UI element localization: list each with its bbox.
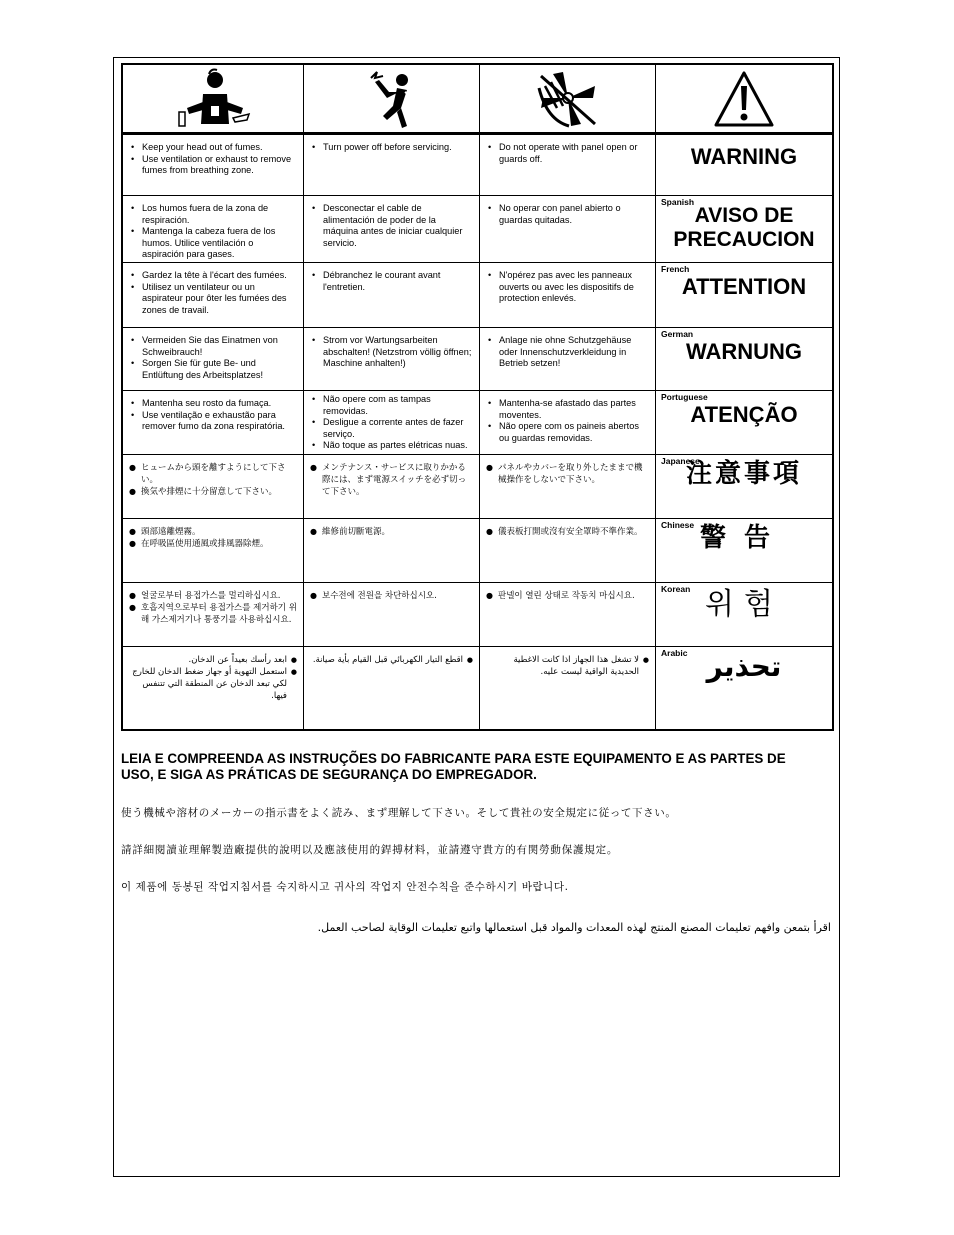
list-item: • Turn power off before servicing.: [310, 142, 473, 154]
list-item: ● 판넬이 열린 상태로 작동치 마십시요.: [486, 590, 649, 602]
fumes-german-cell: [123, 328, 304, 391]
list-item: • N'opérez pas avec les panneaux ouverts ou avec les dispositifs de protection enlevés.: [486, 270, 649, 305]
warning-header: [656, 65, 832, 135]
signal-word-japanese: 注意事項: [685, 459, 802, 489]
language-label: Portuguese: [661, 392, 708, 402]
list-item: • Utilisez un ventilateur ou un aspirateur pour ôter les fumées des zones de travail.: [129, 282, 297, 317]
list-item: • Strom vor Wartungsarbeiten abschalten! (Netzstrom völlig öffnen; Maschine anhalten!): [310, 335, 473, 370]
panels-chinese-cell: [480, 519, 656, 583]
power-french-cell: [304, 263, 480, 328]
footer-korean: 이 제품에 동봉된 작업지침서를 숙지하시고 귀사의 작업지 안전수칙을 준수하시기 바랍니다.: [121, 881, 569, 893]
footer-portuguese: LEIA E COMPREENDA AS INSTRUÇÕES DO FABRICANTE PARA ESTE EQUIPAMENTO E AS PARTES DE USO, E SIGA AS PRÁTICAS DE SEGURANÇA DO EMPREGADOR.: [121, 751, 786, 782]
signal-japanese-cell: [656, 455, 832, 519]
signal-word-korean: 위험: [705, 587, 783, 622]
fumes-english-cell: [123, 135, 304, 196]
list-item: ● 호흡지역으로부터 용접가스를 제거하기 위해 가스제거기나 통풍기를 사용하십시요.: [129, 602, 297, 626]
signal-chinese-cell: [656, 519, 832, 583]
list-item: ● ヒュームから頭を離すようにして下さい。: [129, 462, 297, 486]
warning-table: [121, 63, 834, 731]
list-item: • Desconectar el cable de alimentación de poder de la máquina antes de iniciar cualquier servicio.: [310, 203, 473, 249]
power-spanish-cell: [304, 196, 480, 263]
signal-word-english: WARNING: [690, 144, 798, 169]
footer-arabic: اقرأ بتمعن وافهم تعليمات المصنع المنتج لهذه المعدات والمواد قبل استعمالها واتبع تعليمات الوقاية لصاحب العمل.: [317, 921, 831, 934]
panels-french-cell: [480, 263, 656, 328]
list-item: • Vermeiden Sie das Einatmen von Schweibrauch!: [129, 335, 297, 358]
list-item: • Débranchez le courant avant l'entretien.: [310, 270, 473, 293]
fumes-french-cell: [123, 263, 304, 328]
list-item: • Mantenha-se afastado das partes moventes.: [486, 398, 649, 421]
list-item: • Não opere com os paineis abertos ou guardas removidas.: [486, 421, 649, 444]
footer-japanese: 使う機械や溶材のメーカーの指示書をよく読み、まず理解して下さい。そして貴社の安全規定に従って下さい。: [121, 807, 677, 819]
power-header: [304, 65, 480, 135]
list-item: • Los humos fuera de la zona de respiración.: [129, 203, 297, 226]
language-label: Arabic: [661, 648, 688, 658]
signal-word-chinese: 警告: [699, 523, 788, 553]
list-item: • Sorgen Sie für gute Be- und Entlüftung des Arbeitsplatzes!: [129, 358, 297, 381]
fumes-spanish-cell: [123, 196, 304, 263]
list-item: • Não opere com as tampas removidas.: [310, 394, 473, 417]
list-item: ● اقطع التيار الكهربائي قبل القيام بأية صيانة.: [310, 654, 473, 666]
power-korean-cell: [304, 583, 480, 647]
fumes-chinese-cell: [123, 519, 304, 583]
moving-parts-hand-icon: [533, 68, 603, 130]
language-label: Japanese: [661, 456, 700, 466]
list-item: ● 보수전에 전원을 차단하십시오.: [310, 590, 473, 602]
panels-korean-cell: [480, 583, 656, 647]
language-label: German: [661, 329, 694, 339]
list-item: ● لا تشغل هذا الجهاز اذا كانت الاغطية الحديدية الواقية ليست عليه.: [486, 654, 649, 678]
list-item: • No operar con panel abierto o guardas quitadas.: [486, 203, 649, 226]
list-item: • Mantenha seu rosto da fumaça.: [129, 398, 297, 410]
signal-german-cell: [656, 328, 832, 391]
fumes-japanese-cell: [123, 455, 304, 519]
language-label: Chinese: [661, 520, 695, 530]
signal-arabic-cell: [656, 647, 832, 729]
signal-french-cell: [656, 263, 832, 328]
fumes-header: [123, 65, 304, 135]
signal-english-cell: [656, 135, 832, 196]
panels-german-cell: [480, 328, 656, 391]
panels-header: [480, 65, 656, 135]
signal-portuguese-cell: [656, 391, 832, 455]
fumes-korean-cell: [123, 583, 304, 647]
signal-korean-cell: [656, 583, 832, 647]
language-label: French: [661, 264, 690, 274]
footer-chinese: 請詳細閱讀並理解製造廠提供的說明以及應該使用的銲搏材料，並請遵守貴方的有関勞動保護規定。: [121, 844, 619, 856]
fumes-portuguese-cell: [123, 391, 304, 455]
list-item: • Mantenga la cabeza fuera de los humos. Utilice ventilación o aspiración para gases.: [129, 226, 297, 261]
power-japanese-cell: [304, 455, 480, 519]
list-item: ● 얼굴로부터 용접가스를 멀리하십시요.: [129, 590, 297, 602]
signal-spanish-cell: [656, 196, 832, 263]
fumes-arabic-cell: [123, 647, 304, 729]
panels-portuguese-cell: [480, 391, 656, 455]
list-item: • Use ventilation or exhaust to remove fumes from breathing zone.: [129, 154, 297, 177]
language-label: Spanish: [661, 197, 695, 207]
list-item: ● 頭部遠離煙霧。: [129, 526, 297, 538]
power-arabic-cell: [304, 647, 480, 729]
power-portuguese-cell: [304, 391, 480, 455]
list-item: ● ابعد رأسك بعيداً عن الدخان.: [129, 654, 297, 666]
language-label: Korean: [661, 584, 691, 594]
panels-spanish-cell: [480, 196, 656, 263]
signal-word-portuguese: ATENÇÃO: [690, 402, 798, 427]
list-item: ● استعمل التهوية أو جهاز ضغط الدخان للخارج لكي تبعد الدخان عن المنطقة التي تتنفس فيها.: [129, 666, 297, 702]
list-item: ● パネルやカバーを取り外したままで機械操作をしないで下さい。: [486, 462, 649, 486]
list-item: • Keep your head out of fumes.: [129, 142, 297, 154]
signal-word-arabic: تحذير: [706, 650, 782, 683]
power-english-cell: [304, 135, 480, 196]
list-item: ● 維修前切斷電源。: [310, 526, 473, 538]
list-item: ● 換気や排煙に十分留意して下さい。: [129, 486, 297, 498]
signal-word-french: ATTENTION: [681, 274, 807, 299]
list-item: ● 在呼吸區使用通風或排風器除煙。: [129, 538, 297, 550]
list-item: • Não toque as partes elétricas nuas.: [310, 440, 473, 452]
list-item: • Use ventilação e exhaustão para remover fumo da zona respiratória.: [129, 410, 297, 433]
list-item: • Anlage nie ohne Schutzgehäuse oder Innenschutzverkleidung in Betrieb setzen!: [486, 335, 649, 370]
electric-shock-icon: [357, 68, 427, 130]
list-item: • Gardez la tête à l'écart des fumées.: [129, 270, 297, 282]
panels-arabic-cell: [480, 647, 656, 729]
panels-english-cell: [480, 135, 656, 196]
power-chinese-cell: [304, 519, 480, 583]
list-item: ● メンテナンス・サービスに取りかかる際には、まず電源スイッチを必ず切って下さい。: [310, 462, 473, 498]
list-item: • Do not operate with panel open or guards off.: [486, 142, 649, 165]
panels-japanese-cell: [480, 455, 656, 519]
fumes-hazard-icon: [173, 68, 253, 130]
signal-word-spanish: AVISO DE PRECAUCION: [673, 204, 815, 251]
list-item: • Desligue a corrente antes de fazer serviço.: [310, 417, 473, 440]
power-german-cell: [304, 328, 480, 391]
warning-triangle-icon: [713, 70, 775, 128]
signal-word-german: WARNUNG: [685, 339, 803, 364]
list-item: ● 儀表板打開或沒有安全罩時不準作業。: [486, 526, 649, 538]
